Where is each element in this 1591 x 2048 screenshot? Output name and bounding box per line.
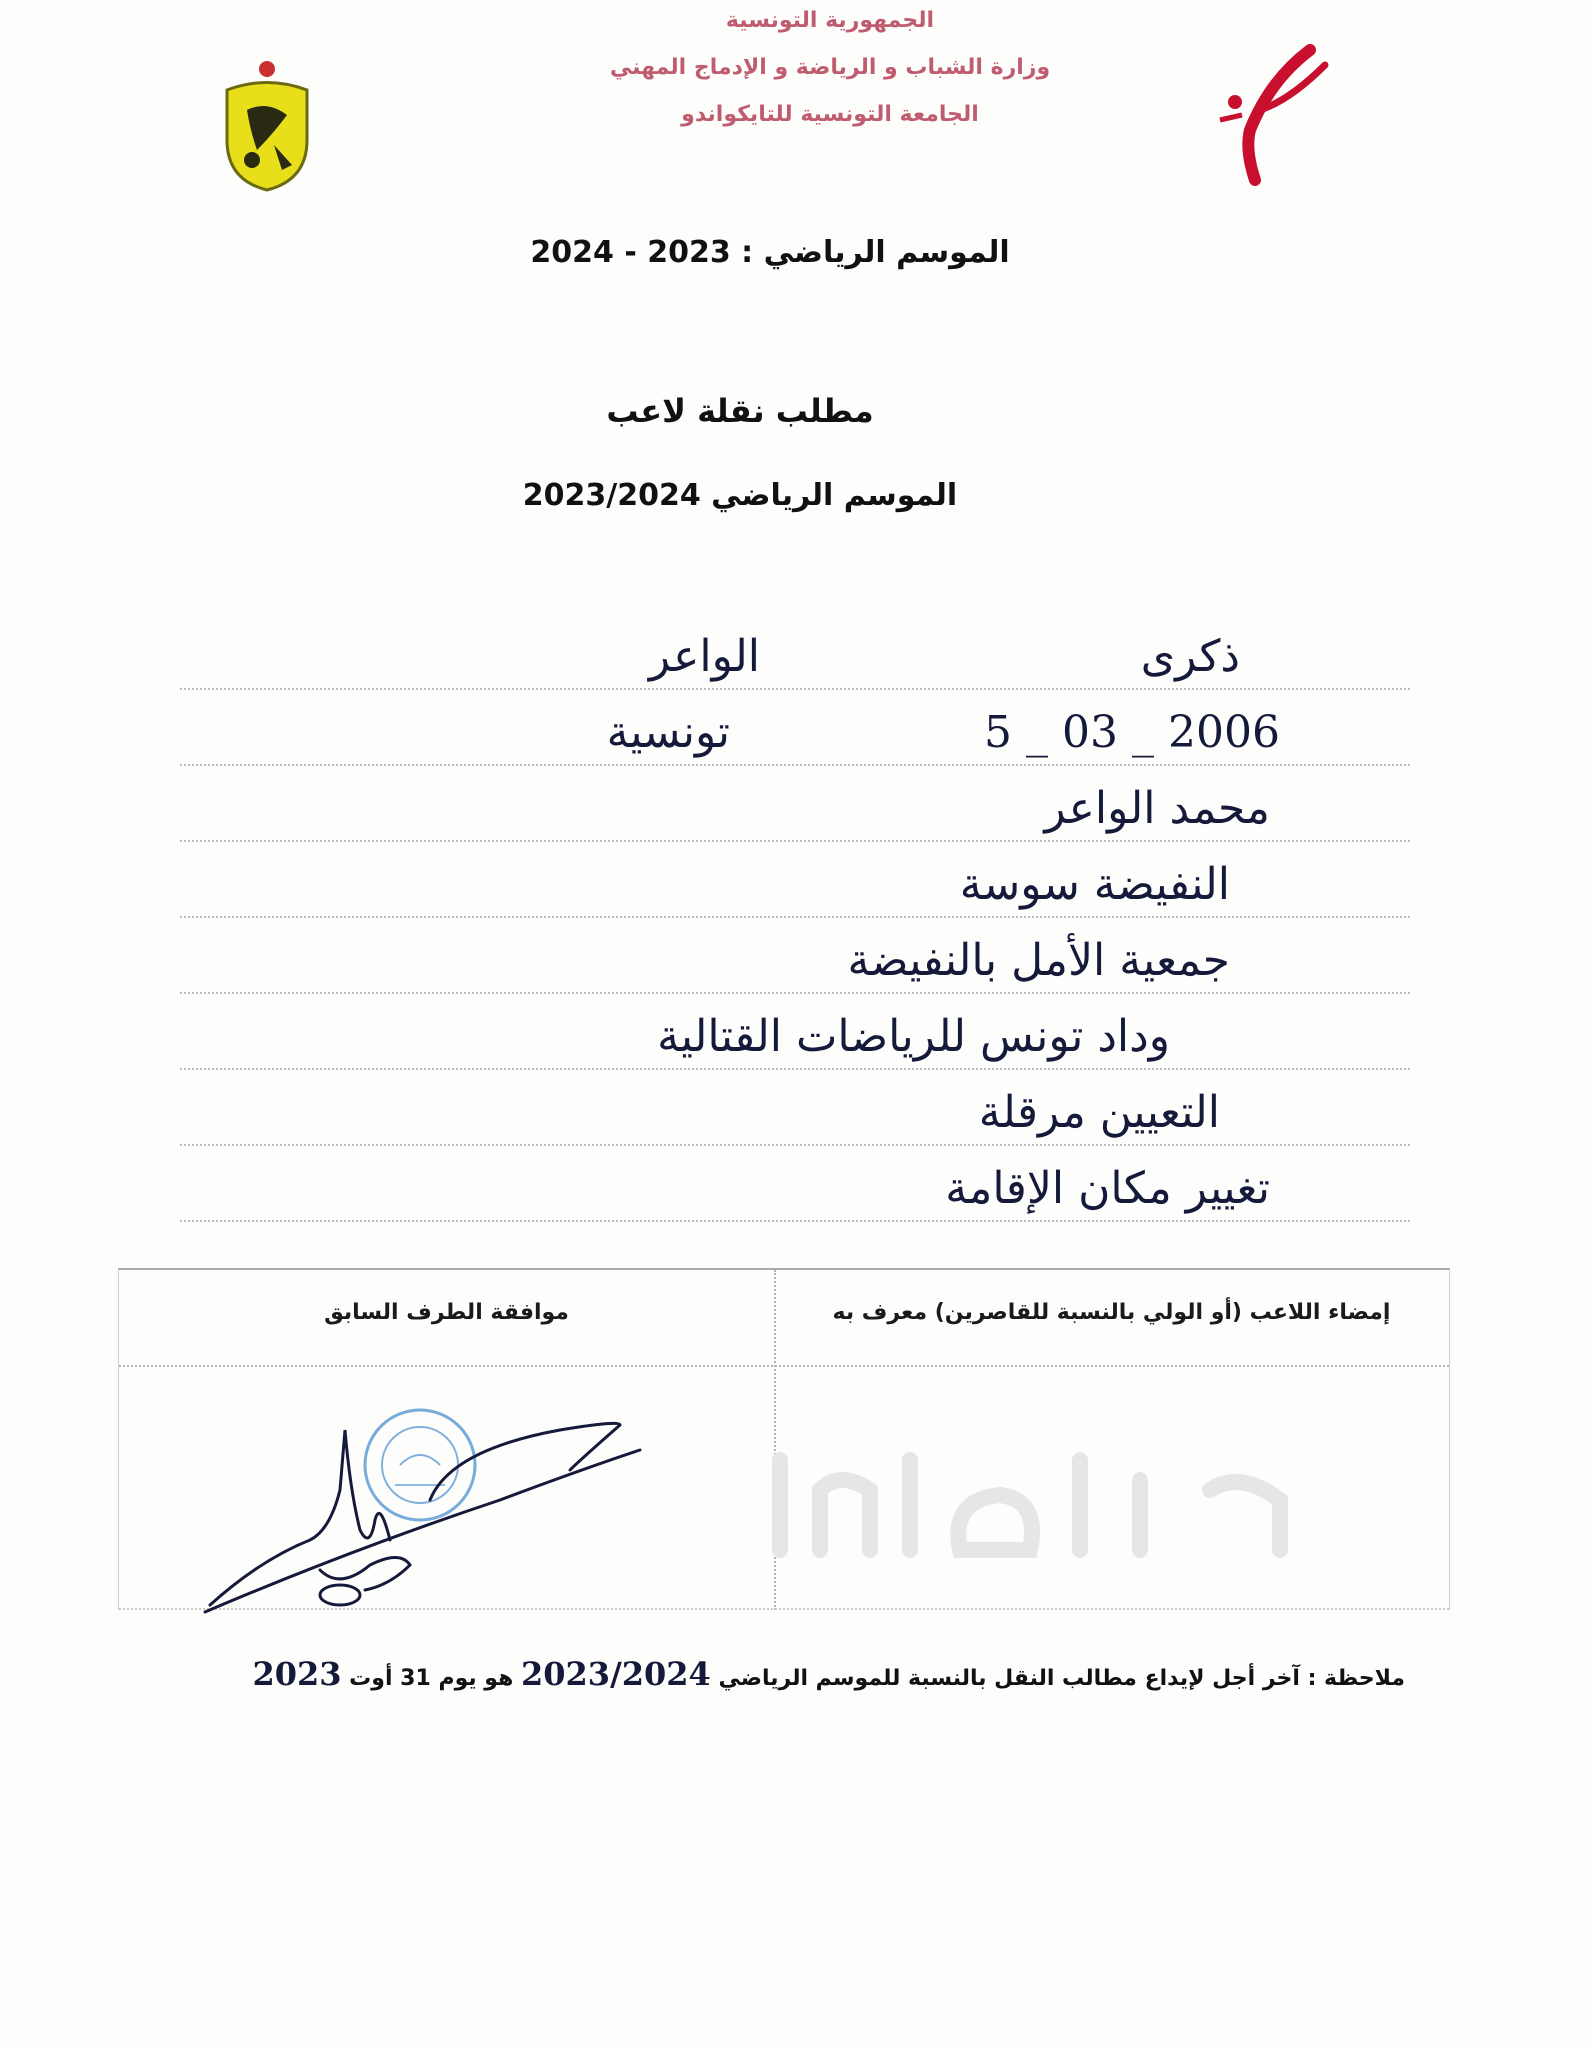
field-new-club-value: وداد تونس للرياضات القتالية [657, 1011, 1170, 1062]
field-father-name: محمد الواعر [1044, 783, 1270, 834]
deadline-note [225, 1655, 1405, 1693]
header [580, 0, 1080, 127]
header-republic: الجمهورية التونسية [725, 8, 935, 33]
field-residence-value: النفيضة سوسة [959, 859, 1230, 910]
header-federation: الجامعة التونسية للتايكواندو [681, 102, 979, 127]
field-father [180, 772, 1410, 848]
player-signature-header: إمضاء اللاعب (أو الولي بالنسبة للقاصرين) معرف به [832, 1300, 1391, 1325]
field-new-club [180, 1000, 1410, 1076]
field-residence [180, 848, 1410, 924]
header-ministry: وزارة الشباب و الرياضة و الإدماج المهني [609, 55, 1051, 80]
season-line: الموسم الرياضي : 2023 - 2024 [530, 235, 1010, 270]
field-name [180, 620, 1410, 696]
field-transfer-reason [180, 1076, 1410, 1152]
field-first-name: ذكرى [1140, 631, 1240, 682]
tunisia-coat-of-arms-icon [212, 55, 322, 195]
page-title: مطلب نقلة لاعب [606, 392, 874, 430]
signature-icon [200, 1390, 660, 1620]
watermark-icon [760, 1400, 1360, 1580]
field-reason-detail [180, 1152, 1410, 1228]
note-suffix: هو يوم 31 أوت [349, 1666, 514, 1691]
note-season: 2023/2024 [521, 1655, 711, 1693]
field-birth-date: 2006 _ 03 _ 5 [984, 707, 1280, 758]
title-season: الموسم الرياضي 2023/2024 [522, 478, 958, 513]
note-year: 2023 [252, 1655, 342, 1693]
previous-club-approval-header: موافقة الطرف السابق [324, 1300, 569, 1325]
note-prefix: ملاحظة : آخر أجل لإيداع مطالب النقل بالنسبة للموسم الرياضي [718, 1666, 1405, 1691]
field-last-name: الواعر [648, 631, 760, 682]
field-reason-detail-value: تغيير مكان الإقامة [945, 1163, 1270, 1214]
taekwondo-federation-logo-icon [1200, 40, 1360, 200]
field-current-club [180, 924, 1410, 1000]
field-nationality: تونسية [606, 707, 730, 758]
field-transfer-reason-value: التعيين مرقلة [978, 1087, 1220, 1138]
form-fields [180, 620, 1410, 1228]
field-current-club-value: جمعية الأمل بالنفيضة [847, 935, 1230, 986]
field-birth-nationality [180, 696, 1410, 772]
